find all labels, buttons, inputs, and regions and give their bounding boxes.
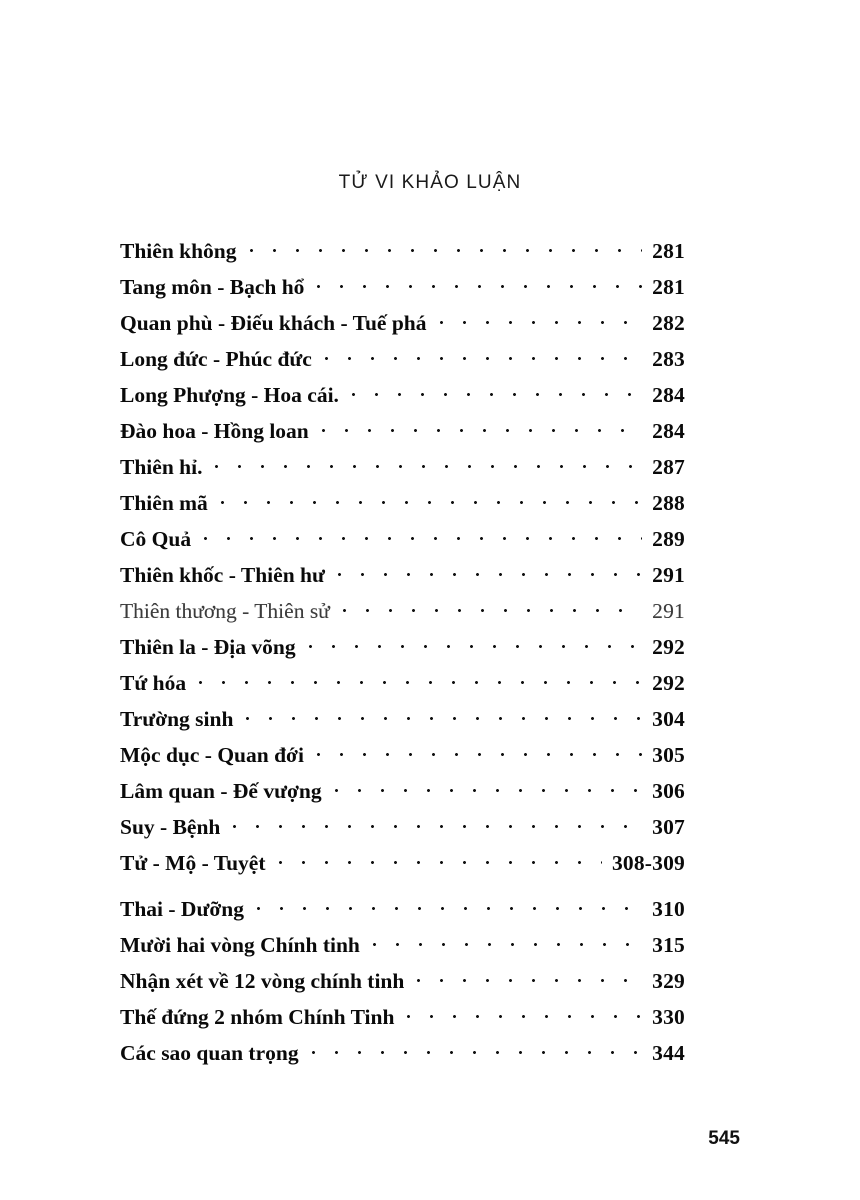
toc-entry[interactable] xyxy=(120,704,685,740)
toc-dot-leader xyxy=(440,308,643,330)
toc-entry[interactable] xyxy=(120,596,685,632)
toc-entry[interactable] xyxy=(120,308,685,344)
toc-dot-leader xyxy=(338,560,642,582)
toc-entry-label: Thiên mã xyxy=(120,490,208,515)
toc-entry-label: Đào hoa - Hồng loan xyxy=(120,418,309,443)
toc-entry-page-number: 288 xyxy=(652,490,685,515)
toc-entry[interactable] xyxy=(120,894,685,930)
toc-entry-label: Tứ hóa xyxy=(120,670,187,695)
toc-entry-label: Cô Quả xyxy=(120,526,192,551)
toc-entry[interactable] xyxy=(120,1038,685,1074)
toc-dot-leader xyxy=(204,524,642,546)
toc-dot-leader xyxy=(312,1038,643,1060)
running-header-title: TỬ VI KHẢO LUẬN xyxy=(338,172,522,193)
toc-entry-label: Trường sinh xyxy=(120,706,234,731)
toc-entry-label: Tang môn - Bạch hổ xyxy=(120,274,305,299)
toc-entry[interactable] xyxy=(120,416,685,452)
toc-dot-leader xyxy=(279,848,602,870)
toc-dot-leader xyxy=(309,632,643,654)
toc-entry[interactable] xyxy=(120,344,685,380)
toc-entry-page-number: 306 xyxy=(652,778,685,803)
toc-entry-label: Tử - Mộ - Tuyệt xyxy=(120,850,266,875)
toc-entry-page-number: 310 xyxy=(652,896,685,921)
toc-entry-label: Quan phù - Điếu khách - Tuế phá xyxy=(120,310,427,335)
toc-entry[interactable] xyxy=(120,560,685,596)
toc-entry-page-number: 284 xyxy=(652,418,685,443)
toc-entry-page-number: 291 xyxy=(652,598,685,623)
toc-entry-page-number: 329 xyxy=(652,968,685,993)
toc-dot-leader xyxy=(317,740,642,762)
toc-entry-label: Suy - Bệnh xyxy=(120,814,221,839)
toc-entry-label: Thiên hỉ. xyxy=(120,454,203,479)
toc-entry[interactable] xyxy=(120,272,685,308)
toc-dot-leader xyxy=(233,812,642,834)
toc-entry-label: Thiên la - Địa võng xyxy=(120,634,296,659)
toc-entry[interactable] xyxy=(120,1002,685,1038)
toc-entry[interactable] xyxy=(120,632,685,668)
toc-entry-label: Long đức - Phúc đức xyxy=(120,346,312,371)
toc-dot-leader xyxy=(215,452,642,474)
toc-entry-page-number: 281 xyxy=(652,238,685,263)
toc-entry[interactable] xyxy=(120,740,685,776)
toc-dot-leader xyxy=(352,380,642,402)
toc-entry[interactable] xyxy=(120,524,685,560)
toc-dot-leader xyxy=(343,596,642,618)
toc-entry-page-number: 289 xyxy=(652,526,685,551)
toc-entry-page-number: 283 xyxy=(652,346,685,371)
toc-entry[interactable] xyxy=(120,668,685,704)
toc-entry[interactable] xyxy=(120,966,685,1002)
toc-entry-label: Thiên khốc - Thiên hư xyxy=(120,562,325,587)
toc-dot-leader xyxy=(199,668,642,690)
toc-entry[interactable] xyxy=(120,812,685,848)
page-folio-number: 545 xyxy=(708,1128,740,1149)
toc-entry[interactable] xyxy=(120,488,685,524)
toc-entry-label: Thiên thương - Thiên sử xyxy=(120,598,330,623)
toc-entry[interactable] xyxy=(120,380,685,416)
toc-entry-page-number: 281 xyxy=(652,274,685,299)
toc-dot-leader xyxy=(335,776,643,798)
toc-dot-leader xyxy=(250,236,643,258)
toc-entry[interactable] xyxy=(120,236,685,272)
toc-entry-label: Nhận xét về 12 vòng chính tinh xyxy=(120,968,405,993)
toc-entry-page-number: 307 xyxy=(652,814,685,839)
toc-entry-page-number: 308-309 xyxy=(611,850,685,875)
toc-entry-page-number: 292 xyxy=(652,634,685,659)
toc-dot-leader xyxy=(322,416,642,438)
toc-entry-page-number: 344 xyxy=(652,1040,685,1065)
toc-entry-page-number: 282 xyxy=(652,310,685,335)
toc-dot-leader xyxy=(417,966,642,988)
toc-dot-leader xyxy=(221,488,642,510)
toc-entry-page-number: 284 xyxy=(652,382,685,407)
toc-entry-page-number: 305 xyxy=(652,742,685,767)
toc-dot-leader xyxy=(407,1002,642,1024)
toc-dot-leader xyxy=(246,704,642,726)
toc-dot-leader xyxy=(257,894,642,916)
toc-entry-label: Long Phượng - Hoa cái. xyxy=(120,382,339,407)
toc-entry-page-number: 315 xyxy=(652,932,685,957)
toc-entry-page-number: 304 xyxy=(652,706,685,731)
toc-entry-page-number: 330 xyxy=(652,1004,685,1029)
toc-entry-label: Mười hai vòng Chính tinh xyxy=(120,932,360,957)
toc-entry-page-number: 287 xyxy=(652,454,685,479)
toc-entry-label: Thế đứng 2 nhóm Chính Tinh xyxy=(120,1004,395,1029)
toc-entry-label: Thiên không xyxy=(120,238,237,263)
toc-entry[interactable] xyxy=(120,452,685,488)
toc-entry-label: Mộc dục - Quan đới xyxy=(120,742,304,767)
toc-entry-label: Các sao quan trọng xyxy=(120,1040,299,1065)
toc-entry-page-number: 292 xyxy=(652,670,685,695)
toc-entry[interactable] xyxy=(120,930,685,966)
toc-entry[interactable] xyxy=(120,848,685,884)
toc-dot-leader xyxy=(325,344,642,366)
table-of-contents xyxy=(120,236,685,1074)
toc-entry-page-number: 291 xyxy=(652,562,685,587)
toc-dot-leader xyxy=(373,930,642,952)
toc-entry-label: Lâm quan - Đế vượng xyxy=(120,778,322,803)
toc-entry[interactable] xyxy=(120,776,685,812)
toc-dot-leader xyxy=(317,272,642,294)
toc-entry-label: Thai - Dưỡng xyxy=(120,896,244,921)
